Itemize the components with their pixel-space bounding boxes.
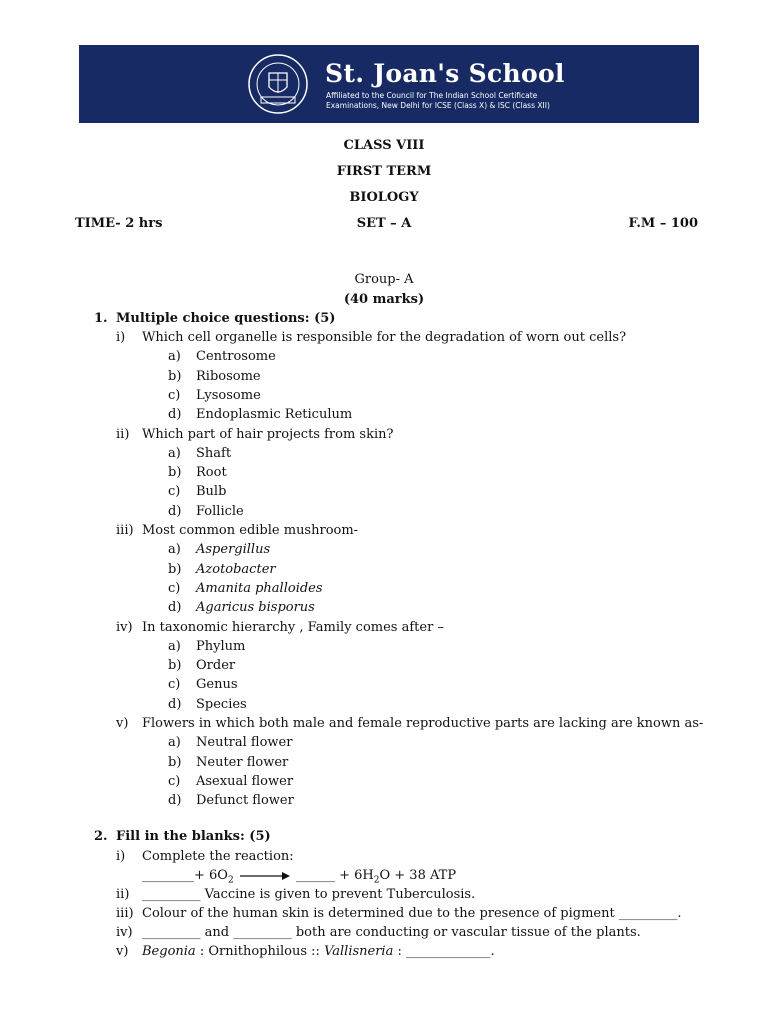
q2-iii-text: Colour of the human skin is determined due to the presence of pigment _________. — [142, 906, 682, 921]
option-letter: a) — [168, 638, 181, 654]
q2-i-text: Complete the reaction: — [142, 849, 294, 864]
option-letter: a) — [168, 542, 181, 558]
option-letter: b) — [168, 368, 182, 384]
school-banner — [79, 45, 699, 123]
q1-sub-question-text: In taxonomic hierarchy , Family comes after – — [142, 619, 444, 635]
q1-title: Multiple choice questions: (5) — [116, 311, 336, 326]
analogy-end: : _____________. — [393, 944, 495, 959]
option-letter: b) — [168, 754, 182, 770]
option-text: Species — [196, 696, 247, 712]
option-text: Bulb — [196, 484, 227, 500]
q1-sub-question-text: Flowers in which both male and female reproductive parts are lacking are known as- — [142, 716, 704, 731]
reaction-h2o-subscript: 2 — [373, 875, 380, 886]
option-text: Neutral flower — [196, 735, 293, 751]
q1-sub-roman: i) — [116, 330, 126, 345]
reaction-o2-subscript: 2 — [227, 875, 234, 886]
option-text: Root — [196, 465, 227, 481]
reaction-right: + 6H — [334, 868, 374, 883]
option-letter: b) — [168, 658, 182, 674]
school-seal-logo — [247, 53, 309, 115]
option-text: Lysosome — [196, 387, 261, 403]
q1-sub-roman: v) — [116, 716, 129, 731]
vallisneria-text: Vallisneria — [324, 944, 394, 959]
option-text: Asexual flower — [196, 773, 294, 789]
option-letter: b) — [168, 561, 182, 577]
q1-sub-question-text: Which cell organelle is responsible for the degradation of worn out cells? — [142, 330, 627, 345]
option-letter: c) — [168, 677, 181, 693]
group-title: Group- A — [354, 272, 414, 287]
q2-v-text — [142, 944, 495, 959]
option-text: Ribosome — [196, 368, 261, 384]
option-letter: a) — [168, 349, 181, 365]
q2-title: Fill in the blanks: (5) — [116, 829, 271, 844]
q1-sub-roman: iv) — [116, 619, 133, 635]
option-letter: d) — [168, 696, 182, 712]
q2-iv-roman: iv) — [116, 925, 133, 940]
q2-iii-roman: iii) — [116, 906, 134, 921]
reaction-right-blank: ______ — [295, 868, 335, 883]
option-text: Phylum — [196, 638, 246, 654]
q1-sub-roman: iii) — [116, 523, 134, 538]
option-letter: d) — [168, 503, 182, 519]
reaction-end: O + 38 ATP — [379, 868, 457, 883]
option-text: Follicle — [196, 503, 244, 519]
q2-ii-roman: ii) — [116, 887, 130, 902]
option-text: Aspergillus — [196, 542, 271, 558]
option-letter: c) — [168, 773, 181, 789]
q2-number: 2. — [94, 829, 108, 844]
option-letter: c) — [168, 387, 181, 403]
affiliation-line-1: Affiliated to the Council for The Indian School Certificate — [326, 91, 538, 100]
option-text: Shaft — [196, 445, 232, 461]
q1-sub-question-text: Most common edible mushroom- — [142, 523, 359, 538]
option-text: Defunct flower — [196, 793, 294, 809]
option-letter: c) — [168, 580, 181, 596]
option-text: Genus — [196, 677, 238, 693]
exam-subject: BIOLOGY — [349, 190, 419, 205]
reaction-left: ________+ 6O — [142, 868, 228, 883]
exam-full-marks: F.M – 100 — [628, 216, 698, 231]
option-text: Azotobacter — [196, 561, 276, 577]
q2-ii-text: _________ Vaccine is given to prevent Tuberculosis. — [142, 887, 476, 902]
q2-i-roman: i) — [116, 849, 126, 864]
option-letter: b) — [168, 465, 182, 481]
reaction-arrow-icon — [238, 871, 292, 881]
option-letter: d) — [168, 793, 182, 809]
option-letter: c) — [168, 484, 181, 500]
q2-reaction — [142, 868, 456, 886]
affiliation-line-2: Examinations, New Delhi for ICSE (Class X) & ISC (Class XII) — [326, 101, 550, 110]
option-text: Amanita phalloides — [196, 580, 323, 596]
option-letter: a) — [168, 735, 181, 751]
school-name: St. Joan's School — [325, 59, 565, 88]
school-affiliation — [326, 91, 596, 111]
exam-set: SET – A — [356, 216, 412, 231]
q1-number: 1. — [94, 311, 108, 326]
q2-iv-text: _________ and _________ both are conducting or vascular tissue of the plants. — [142, 925, 641, 940]
option-letter: a) — [168, 445, 181, 461]
q2-v-roman: v) — [116, 944, 129, 959]
option-letter: d) — [168, 407, 182, 423]
exam-class: CLASS VIII — [343, 138, 425, 153]
analogy-mid: : Ornithophilous :: — [195, 944, 325, 959]
q1-sub-roman: ii) — [116, 426, 130, 442]
option-text: Neuter flower — [196, 754, 289, 770]
group-marks: (40 marks) — [343, 292, 425, 307]
option-text: Order — [196, 658, 236, 674]
begonia-text: Begonia — [142, 944, 196, 959]
option-letter: d) — [168, 600, 182, 616]
q1-sub-question-text: Which part of hair projects from skin? — [142, 426, 394, 442]
option-text: Agaricus bisporus — [196, 600, 315, 616]
exam-time: TIME- 2 hrs — [75, 216, 163, 231]
option-text: Endoplasmic Reticulum — [196, 407, 353, 423]
option-text: Centrosome — [196, 349, 276, 365]
exam-term: FIRST TERM — [336, 164, 432, 179]
